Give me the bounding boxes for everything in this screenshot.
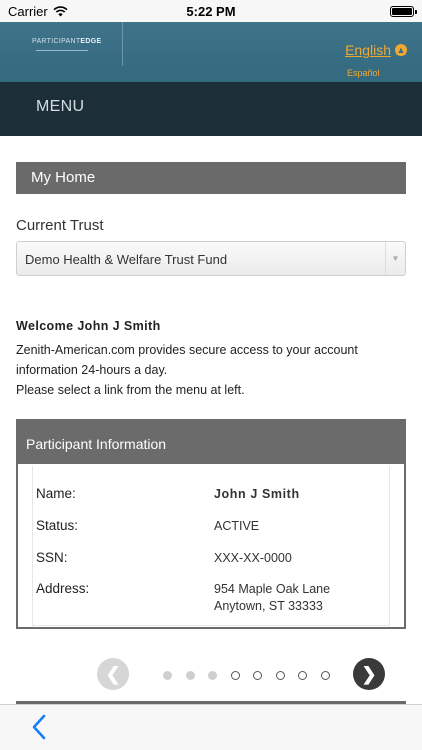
language-english-link[interactable]: [345, 42, 407, 58]
header-divider: [122, 22, 123, 66]
wifi-icon: [53, 6, 68, 17]
language-espanol-link[interactable]: Español: [347, 68, 380, 78]
back-arrow-icon[interactable]: [28, 713, 52, 741]
status-time: 5:22 PM: [186, 3, 236, 19]
menu-button[interactable]: MENU: [36, 98, 85, 115]
app-header: [0, 22, 422, 82]
pager-dot[interactable]: [208, 671, 217, 680]
participant-info-body: [32, 466, 390, 626]
pager-dot[interactable]: [231, 671, 240, 680]
chevron-up-icon: ▲: [396, 44, 406, 55]
name-value: John J Smith: [214, 487, 300, 501]
dropdown-arrow-icon: ▼: [385, 242, 405, 275]
battery-icon: [390, 6, 414, 17]
current-trust-select[interactable]: [16, 241, 406, 276]
current-trust-label: Current Trust: [16, 217, 104, 234]
logo-prefix: PARTICIPANT: [32, 38, 81, 45]
chevron-right-icon: ❯: [361, 663, 377, 684]
previous-card-button[interactable]: [97, 658, 129, 690]
address-line-2: Anytown, ST 33333: [214, 599, 323, 613]
address-value: [214, 581, 330, 615]
pager-dot[interactable]: [186, 671, 195, 680]
welcome-text: [16, 340, 408, 400]
participant-info-title: Participant Information: [18, 421, 404, 464]
status-bar: [0, 0, 422, 22]
card-pager: [0, 658, 422, 692]
next-card-button[interactable]: [353, 658, 385, 690]
welcome-line: Please select a link from the menu at left.: [16, 383, 245, 397]
participant-info-card: [16, 419, 406, 629]
chevron-left-icon: ❮: [105, 663, 121, 684]
status-label: Status:: [36, 518, 79, 533]
pager-dot[interactable]: [298, 671, 307, 680]
logo-underline: [36, 50, 88, 51]
pager-dot[interactable]: [253, 671, 262, 680]
pager-dot[interactable]: [163, 671, 172, 680]
pager-dot[interactable]: [276, 671, 285, 680]
welcome-heading: Welcome John J Smith: [16, 319, 161, 333]
menu-bar: [0, 82, 422, 136]
language-current-label: English: [345, 42, 391, 58]
browser-toolbar: [0, 704, 422, 750]
status-value: ACTIVE: [214, 519, 260, 533]
ssn-value: XXX-XX-0000: [214, 551, 292, 565]
page-title: My Home: [16, 162, 406, 194]
address-line-1: 954 Maple Oak Lane: [214, 582, 331, 596]
name-label: Name:: [36, 486, 76, 501]
carrier-label: Carrier: [8, 3, 48, 19]
welcome-line: Zenith-American.com provides secure access to your account information 24-hours a day.: [16, 343, 358, 377]
pager-dot[interactable]: [321, 671, 330, 680]
trust-selected-value: Demo Health & Welfare Trust Fund: [25, 252, 228, 267]
address-label: Address:: [36, 581, 90, 596]
participant-edge-logo[interactable]: [32, 38, 101, 45]
ssn-label: SSN:: [36, 550, 68, 565]
logo-suffix: EDGE: [80, 38, 102, 45]
